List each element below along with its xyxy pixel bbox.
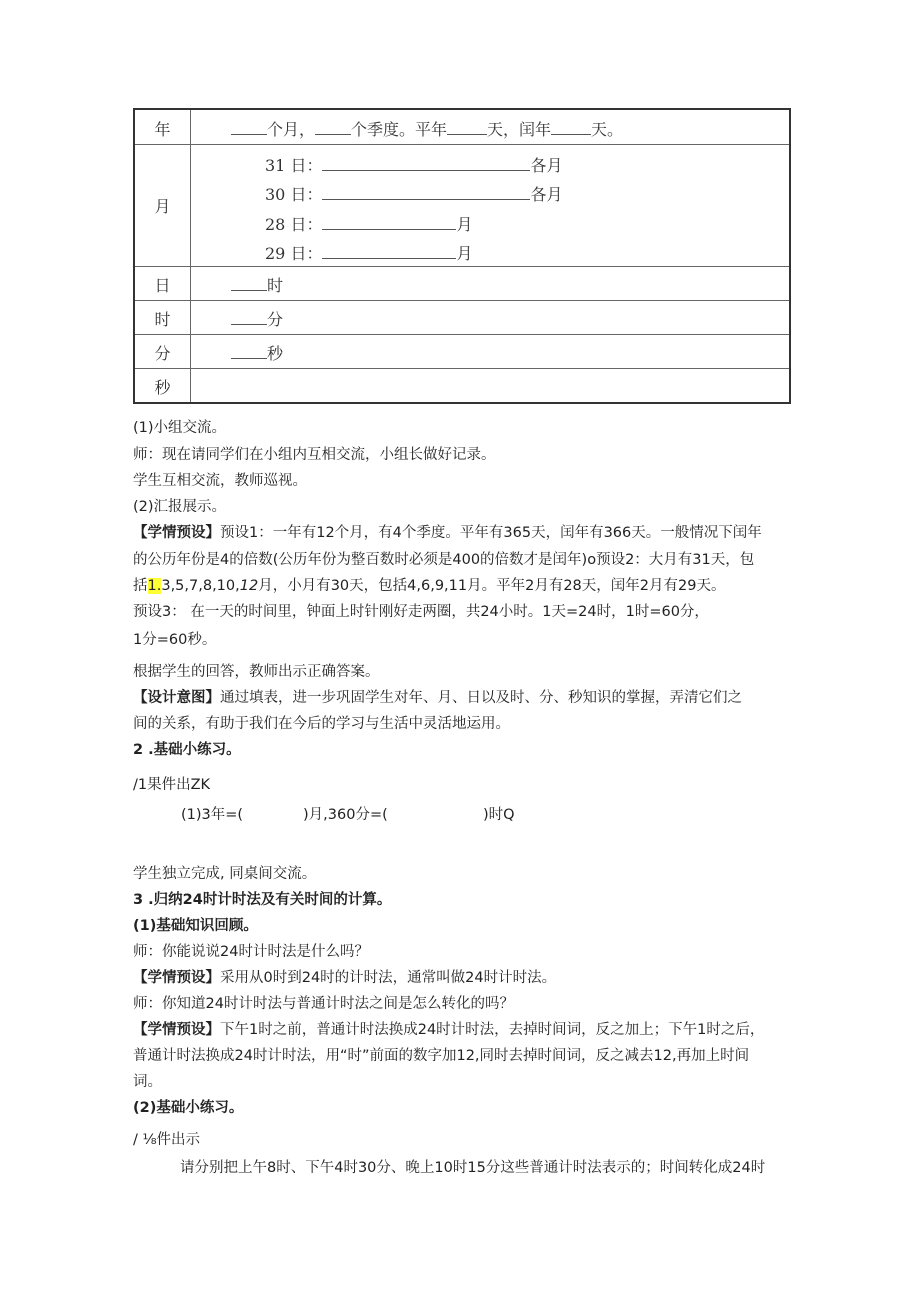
- common-days-suffix: 天，闰年: [487, 120, 552, 139]
- text-line: (2)汇报展示。: [133, 499, 227, 515]
- blank-30-days[interactable]: [322, 185, 530, 200]
- tag-label: 【学情预设】: [133, 525, 220, 541]
- text-line: 根据学生的回答，教师出示正确答案。: [133, 664, 380, 680]
- tag-label: 【学情预设】: [133, 970, 220, 986]
- blank-day-hours[interactable]: [231, 276, 267, 291]
- tag-label: 【设计意图】: [133, 690, 220, 706]
- row-header-month: 月: [154, 197, 171, 216]
- blank-31-days[interactable]: [322, 156, 530, 171]
- table-row-minute: 分 秒: [135, 334, 789, 369]
- subsection-heading: (2)基础小练习。: [133, 1100, 244, 1116]
- subsection-heading: (1)基础知识回顾。: [133, 918, 258, 934]
- text-line: 括1.3,5,7,8,10,12月，小月有30天，包括4,6,9,11月。平年2月有28天，闰年2月有29天。: [133, 578, 726, 594]
- blank-28-days[interactable]: [322, 215, 456, 230]
- blank-months[interactable]: [231, 120, 267, 135]
- row-header-year: 年: [154, 120, 171, 139]
- text-line: (1)小组交流。: [133, 420, 227, 436]
- blank-leap-days[interactable]: [551, 120, 591, 135]
- text-line: 间的关系，有助于我们在今后的学习与生活中灵活地运用。: [133, 716, 510, 732]
- blank-29-days[interactable]: [322, 244, 456, 259]
- quarters-suffix: 个季度。平年: [351, 120, 448, 139]
- month-line-28: 28 日： 月: [265, 215, 473, 234]
- row-header-second: 秒: [154, 378, 171, 397]
- text-line: 普通计时法换成24时计时法，用“时”前面的数字加12,同时去掉时间词，反之减去12,再加上时间: [133, 1048, 750, 1064]
- row-header-minute: 分: [154, 344, 171, 363]
- tag-label: 【学情预设】: [133, 1022, 220, 1038]
- leap-days-suffix: 天。: [591, 120, 624, 139]
- section-heading: 2 .基础小练习。: [133, 742, 241, 758]
- months-suffix: 个月，: [267, 120, 316, 139]
- text-line: 师：你能说说24时计时法是什么吗？: [133, 944, 369, 960]
- time-units-table: [133, 108, 791, 404]
- text-line: 1分=60秒。: [133, 632, 217, 648]
- highlight-mark: 1.: [147, 578, 162, 594]
- blank-common-days[interactable]: [447, 120, 487, 135]
- table-row-year: [135, 110, 789, 145]
- blank-hour-minutes[interactable]: [231, 310, 267, 325]
- row-header-day: 日: [154, 276, 171, 295]
- month-cell: [191, 144, 789, 266]
- text-line: 预设3： 在一天的时间里，钟面上时针刚好走两圈，共24小时。1天=24时，1时=60分，: [133, 604, 709, 620]
- text-line: 【设计意图】通过填表，进一步巩固学生对年、月、日以及时、分、秒知识的掌握，弄清它们之: [133, 690, 742, 706]
- table-row-day: 日 时: [135, 266, 789, 301]
- row-header-hour: 时: [154, 310, 171, 329]
- blank-quarters[interactable]: [315, 120, 351, 135]
- text-line: 学生互相交流，教师巡视。: [133, 473, 307, 489]
- section-heading: 3 .归纳24时计时法及有关时间的计算。: [133, 892, 392, 908]
- text-line: 【学情预设】采用从0时到24时的计时法，通常叫做24时计时法。: [133, 970, 557, 986]
- text-line: 请分别把上午8时、下午4时30分、晚上10时15分这些普通计时法表示的；时间转化成24时: [180, 1160, 766, 1176]
- text-line: 的公历年份是4的倍数(公历年份为整百数时必须是400的倍数才是闰年)o预设2：大月有31天，包: [133, 552, 755, 568]
- text-line: 【学情预设】预设1：一年有12个月，有4个季度。平年有365天，闰年有366天。一般情况下闰年: [133, 525, 762, 541]
- text-line: 师：现在请同学们在小组内互相交流，小组长做好记录。: [133, 447, 496, 463]
- text-line: /1果件出ZK: [133, 777, 211, 793]
- text-line: 【学情预设】下午1时之前，普通计时法换成24时计时法，去掉时间词，反之加上；下午1时之后，: [133, 1022, 765, 1038]
- month-line-31: 31 日： 各月: [265, 156, 563, 175]
- text-line: 学生独立完成, 同桌间交流。: [133, 866, 317, 882]
- month-line-29: 29 日： 月: [265, 244, 473, 263]
- text-line: 师：你知道24时计时法与普通计时法之间是怎么转化的吗？: [133, 996, 514, 1012]
- blank-minute-seconds[interactable]: [231, 344, 267, 359]
- table-row-month: [135, 144, 789, 267]
- month-line-30: 30 日： 各月: [265, 185, 563, 204]
- table-row-hour: 时 分: [135, 300, 789, 335]
- table-row-second: [135, 368, 789, 402]
- text-line: 词。: [133, 1074, 162, 1090]
- text-line: / ⅛件出示: [133, 1132, 201, 1148]
